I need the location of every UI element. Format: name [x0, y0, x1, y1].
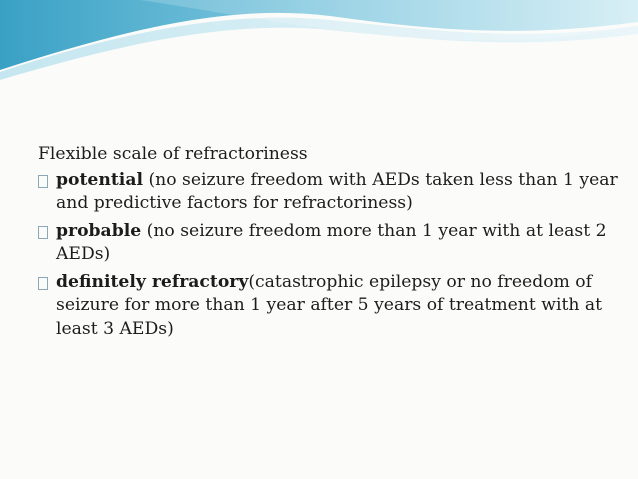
- bullet-item-definitely-refractory: [38, 271, 618, 342]
- bullet-box-icon: [38, 226, 48, 239]
- bullet-box-icon: [38, 277, 48, 290]
- bullet-term: potential: [56, 169, 143, 190]
- bullet-detail: (no seizure freedom with AEDs taken less than 1 year and predictive factors for refractoriness): [56, 169, 618, 213]
- slide-body: [38, 143, 618, 345]
- bullet-detail: (catastrophic epilepsy or no freedom of seizure for more than 1 year after 5 years of treatment with at least 3 AEDs): [56, 271, 603, 339]
- bullet-box-icon: [38, 175, 48, 188]
- top-wave-decoration: [0, 0, 638, 80]
- bullet-detail: (no seizure freedom more than 1 year with at least 2 AEDs): [56, 220, 607, 264]
- bullet-item-potential: [38, 169, 618, 216]
- bullet-term: definitely refractory: [56, 271, 249, 292]
- bullet-list: [38, 169, 618, 342]
- intro-text: Flexible scale of refractoriness: [38, 144, 308, 164]
- bullet-item-probable: [38, 220, 618, 267]
- bullet-term: probable: [56, 220, 142, 241]
